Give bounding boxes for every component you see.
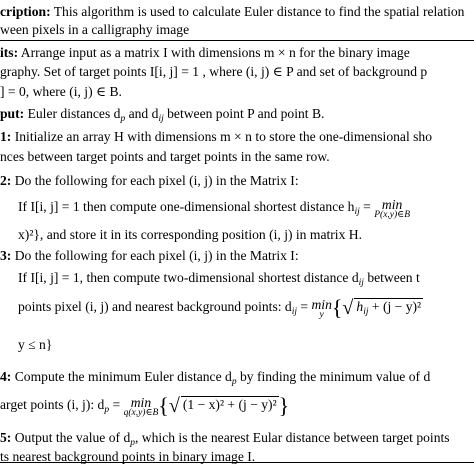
step3-end: between t (363, 270, 420, 285)
step1-label: 1: (0, 129, 12, 144)
output-label: put: (0, 106, 25, 121)
step5-text-2: ts nearest background points in binary image I. (0, 449, 256, 464)
step2-line-2 (18, 199, 410, 220)
sqrt-sign-2: √ (168, 395, 180, 417)
step2-text-2: If I[i, j] = 1 then compute one-dimensional shortest distance h (18, 199, 355, 214)
description-text: This algorithm is used to calculate Euler distance to find the spatial relation (50, 4, 465, 19)
step2-line (0, 173, 299, 189)
step4-eq: = (109, 397, 124, 412)
step5-label: 5: (0, 430, 12, 445)
step5-end: , which is the nearest Eular distance between target points (135, 430, 450, 445)
sqrt-sign: √ (342, 297, 354, 319)
min-word: min (381, 197, 403, 212)
root-sub: ij (363, 307, 369, 317)
step3-text-2: If I[i, j] = 1, then compute two-dimensional shortest distance d (18, 270, 359, 285)
step3-text-3: points pixel (i, j) and nearest background points: d (18, 299, 292, 314)
step1-line (0, 129, 432, 145)
inputs-label: its: (0, 45, 19, 60)
min-subscript: P(x,y)∈B (374, 210, 411, 220)
left-brace: { (331, 295, 343, 320)
min-operator-2 (311, 297, 332, 320)
step3-text: Do the following for each pixel (i, j) in the Matrix I: (11, 248, 299, 263)
step3-label: 3: (0, 248, 12, 263)
step3-sub-ij: ij (358, 278, 364, 288)
step4-line-2 (0, 393, 290, 418)
step4-sub-p: p (231, 377, 237, 387)
output-sub-p: p (120, 114, 126, 124)
step3-text-4: y ≤ n} (18, 337, 53, 352)
output-mid: and d (125, 106, 159, 121)
step2-label: 2: (0, 173, 12, 188)
step4-sub-p-2: p (104, 405, 110, 415)
min-subscript-3: q(x,y)∈B (123, 408, 159, 418)
step1-text-2: nces between target points and target points in the same row. (0, 149, 330, 164)
min-subscript-2: y (319, 310, 324, 320)
description-label: cription: (0, 4, 51, 19)
step2-text: Do the following for each pixel (i, j) in the Matrix I: (11, 173, 299, 188)
inputs-text: Arrange input as a matrix I with dimensions m × n for the binary image (18, 45, 410, 60)
root-end: + (j − y)² (368, 299, 422, 314)
step5-line-2 (0, 449, 255, 465)
description-text-2: ween pixels in a calligraphy image (0, 22, 190, 37)
min-operator-3 (123, 395, 159, 418)
step2-sub-ij: ij (354, 207, 360, 217)
step1-text: Initialize an array H with dimensions m × n to store the one-dimensional sho (11, 129, 433, 144)
step5-line (0, 430, 450, 451)
step5-text: Output the value of d (11, 430, 131, 445)
step3-eq: = (297, 299, 312, 314)
output-sub-ij: ij (158, 114, 164, 124)
step4-text-2: arget points (i, j): d (0, 397, 105, 412)
output-end: between point P and point B. (163, 106, 325, 121)
step1-line-2 (0, 149, 330, 165)
step5-sub-p: p (130, 438, 135, 448)
step4-text: Compute the minimum Euler distance d (11, 369, 232, 384)
min-word-3: min (130, 395, 152, 410)
step3-line-2 (18, 270, 420, 291)
step2-text-3: x)²}, and store it in its corresponding position (i, j) in matrix H. (18, 227, 362, 242)
inputs-line (0, 45, 410, 61)
min-operator (374, 197, 411, 220)
step3-line (0, 248, 299, 264)
inputs-text-2: graphy. Set of target points I[i, j] = 1 , where (i, j) ∈ P and set of background p (0, 64, 428, 79)
min-word-2: min (311, 297, 332, 312)
sqrt-body (354, 298, 423, 320)
left-brace-2: { (158, 393, 169, 418)
output-text: Euler distances d (24, 106, 121, 121)
step4-line (0, 369, 430, 390)
step2-eq: = (359, 199, 375, 214)
inputs-line-2 (0, 64, 427, 80)
step3-line-4 (18, 337, 52, 353)
step2-line-3 (18, 227, 362, 243)
inputs-text-3: ] = 0, where (i, j) ∈ B. (0, 84, 122, 99)
divider (0, 40, 474, 41)
step3-sub-ij-2: ij (291, 307, 297, 317)
right-brace: } (278, 393, 290, 418)
root-expr: (1 − x)² + (j − y)² (182, 397, 277, 412)
description-line (0, 4, 464, 20)
step4-end: by finding the minimum value of d (236, 369, 431, 384)
step4-label: 4: (0, 369, 12, 384)
description-line-2 (0, 22, 189, 38)
sqrt-body-2 (181, 396, 279, 413)
step3-line-3 (18, 295, 423, 320)
inputs-line-3 (0, 84, 122, 100)
output-line (0, 106, 324, 127)
root-h: h (356, 299, 364, 314)
